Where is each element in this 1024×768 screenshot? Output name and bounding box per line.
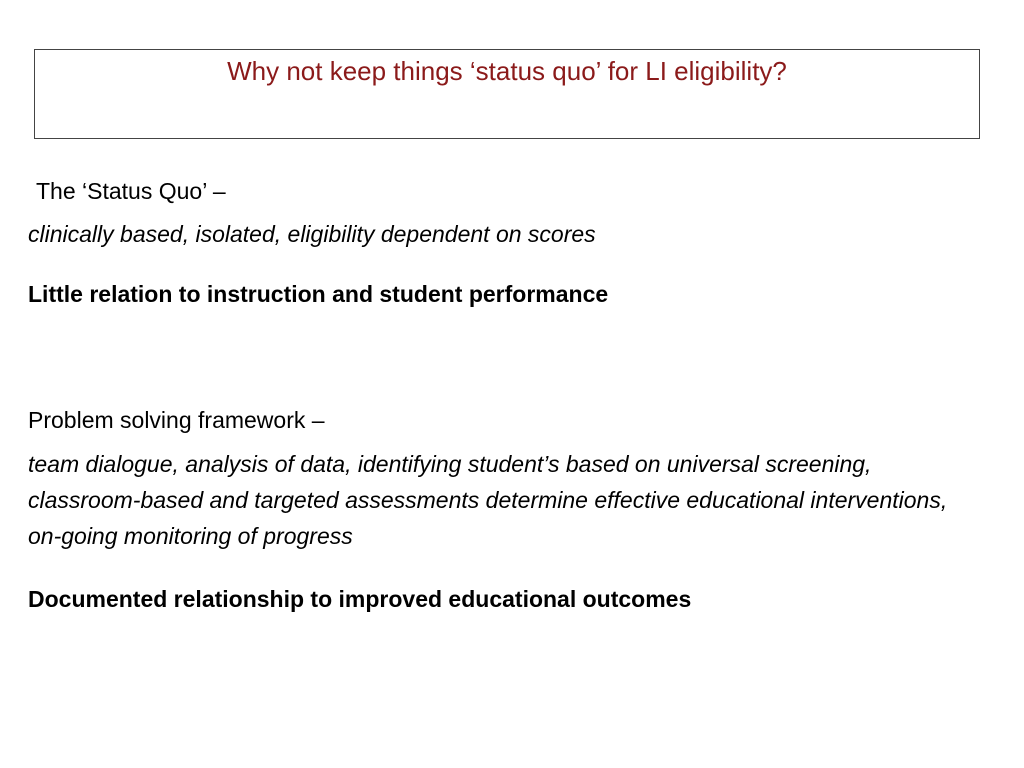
problem-solving-description: team dialogue, analysis of data, identifying student’s based on universal screening, classroom-based and targeted assessments determine effective educational interventions, on-going monitoring of progress <box>28 451 948 549</box>
title-box <box>34 49 980 139</box>
status-quo-conclusion: Little relation to instruction and student performance <box>28 281 609 307</box>
slide-title: Why not keep things ‘status quo’ for LI eligibility? <box>227 56 787 86</box>
problem-solving-heading: Problem solving framework – <box>28 407 325 433</box>
status-quo-description: clinically based, isolated, eligibility dependent on scores <box>28 221 596 247</box>
problem-solving-conclusion: Documented relationship to improved educational outcomes <box>28 586 692 612</box>
status-quo-heading: The ‘Status Quo’ – <box>36 178 226 204</box>
